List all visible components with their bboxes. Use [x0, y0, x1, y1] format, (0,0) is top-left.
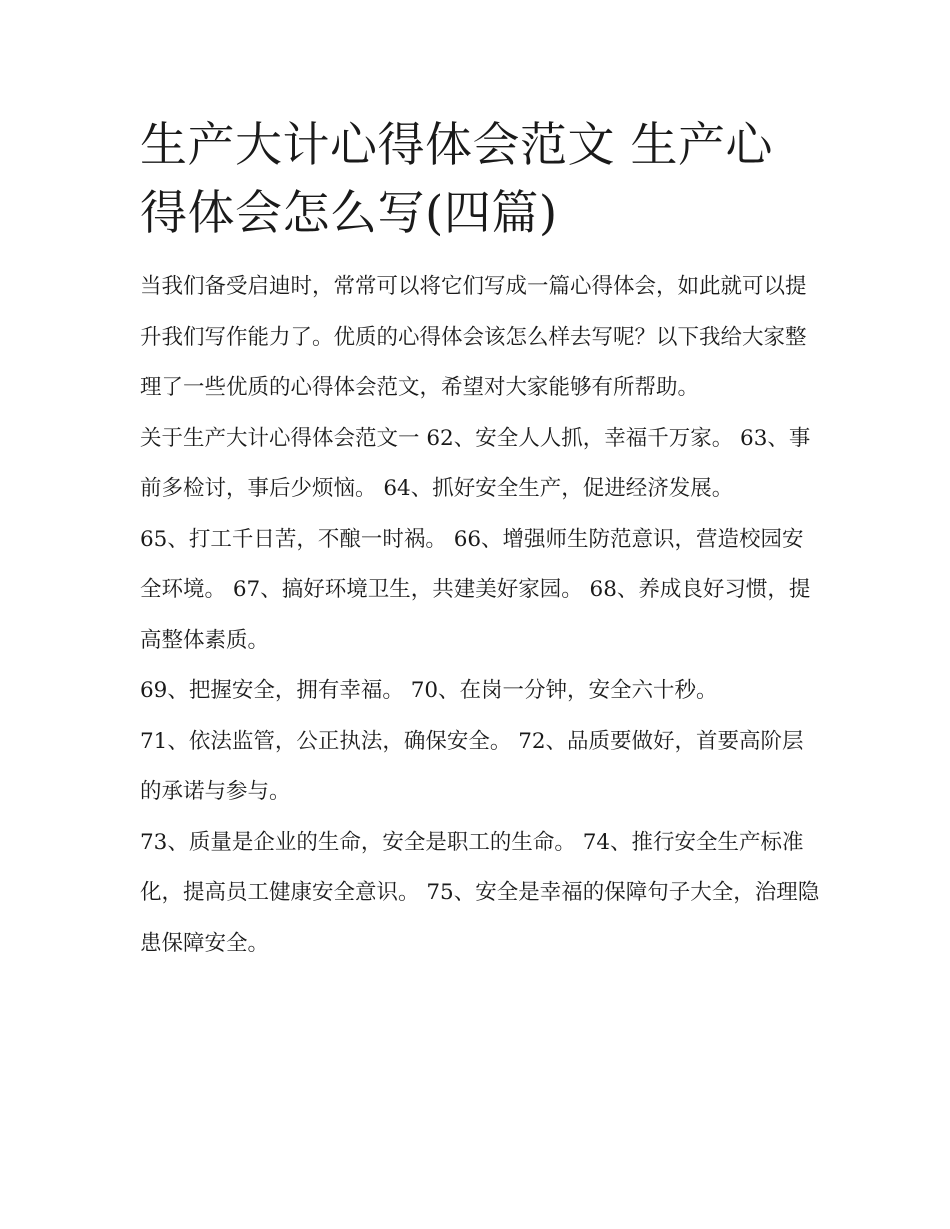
document-body: [140, 262, 820, 969]
document-title: 生产大计心得体会范文 生产心得体会怎么写(四篇): [140, 118, 773, 241]
paragraph-73-75: 73、质量是企业的生命，安全是职工的生命。 74、推行安全生产标准化，提高员工健康安全意识。 75、安全是幸福的保障句子大全，治理隐患保障安全。: [140, 829, 820, 956]
paragraph-69-70: 69、把握安全，拥有幸福。 70、在岗一分钟，安全六十秒。: [140, 678, 718, 703]
document-content: [140, 112, 820, 969]
paragraph-62-64: 关于生产大计心得体会范文一 62、安全人人抓，幸福千万家。 63、事前多检讨，事后少烦恼。 64、抓好安全生产，促进经济发展。: [140, 425, 811, 501]
paragraph-65-68: 65、打工千日苦，不酿一时祸。 66、增强师生防范意识，营造校园安全环境。 67、搞好环境卫生，共建美好家园。 68、养成良好习惯，提高整体素质。: [140, 526, 811, 653]
intro-paragraph: 当我们备受启迪时，常常可以将它们写成一篇心得体会，如此就可以提升我们写作能力了。优质的心得体会该怎么样去写呢？以下我给大家整理了一些优质的心得体会范文，希望对大家能够有所帮助。: [140, 274, 807, 400]
paragraph-71-72: 71、依法监管，公正执法，确保安全。 72、品质要做好，首要高阶层的承诺与参与。: [140, 728, 804, 804]
